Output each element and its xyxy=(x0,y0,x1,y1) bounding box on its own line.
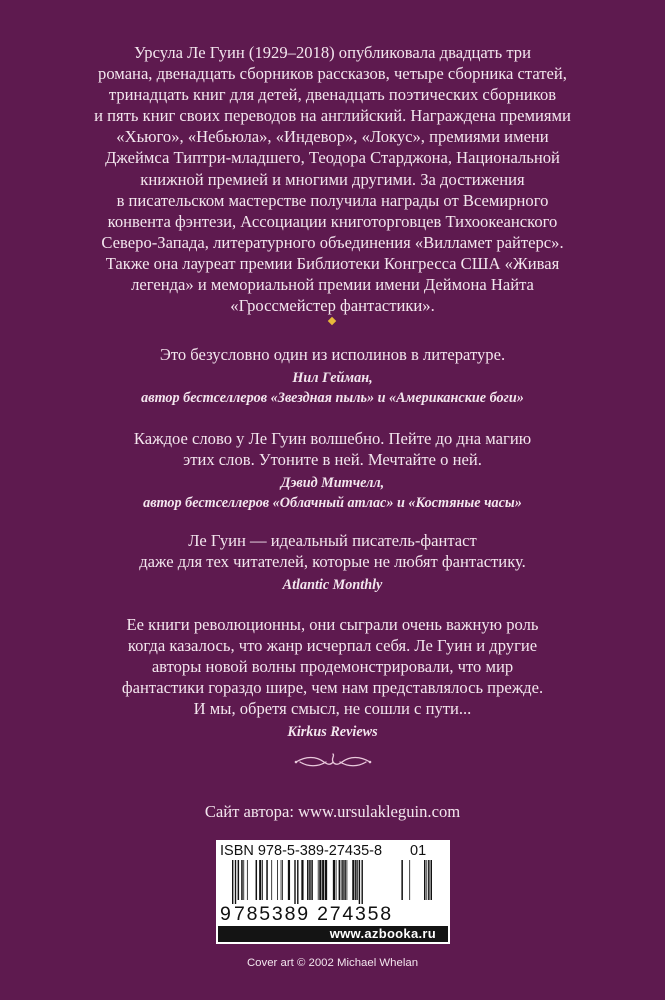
author-bio xyxy=(80,42,585,316)
quote-line: Ее книги революционны, они сыграли очень важную роль xyxy=(126,615,539,634)
bio-line: Северо-Запада, литературного объединения «Вилламет райтерс». xyxy=(101,232,564,252)
quote-gaiman xyxy=(60,344,605,408)
bio-line: конвента фэнтези, Ассоциации книготорговцев Тихоокеанского xyxy=(107,211,558,231)
barcode-bar xyxy=(271,860,272,900)
flourish-ornament-icon xyxy=(292,752,374,772)
quote-author xyxy=(60,368,605,408)
barcode-digit-groups: 785389 274358 xyxy=(234,903,393,925)
barcode-bar xyxy=(428,860,430,900)
bio-line: и пять книг своих переводов на английский. Награждена премиями xyxy=(94,106,571,126)
bio-line: тринадцать книг для детей, двенадцать поэтических сборников xyxy=(108,85,557,105)
quote-line: Это безусловно один из исполинов в литературе. xyxy=(159,345,506,364)
quote-atlantic xyxy=(60,530,605,595)
isbn-label: ISBN 978-5-389-27435-8 xyxy=(220,843,383,859)
isbn-addon: 01 xyxy=(410,843,427,859)
barcode-bar xyxy=(426,860,427,900)
quote-author-line: Atlantic Monthly xyxy=(282,577,383,593)
barcode-bar xyxy=(309,860,311,900)
barcode xyxy=(216,840,450,944)
barcode-digits xyxy=(216,903,450,925)
barcode-bar xyxy=(325,860,327,900)
barcode-bar xyxy=(282,860,283,900)
quote-mitchell xyxy=(60,428,605,513)
publisher-url-text: www.azbooka.ru xyxy=(329,926,436,941)
quote-author xyxy=(60,722,605,742)
bio-line: в писательском мастерстве получила награды от Всемирного xyxy=(116,190,549,210)
quote-line: авторы новой волны продемонстрировали, что мир xyxy=(151,657,514,676)
barcode-bar xyxy=(281,860,282,900)
barcode-bars xyxy=(218,860,448,904)
barcode-bar xyxy=(352,860,354,900)
quote-line: этих слов. Утоните в ней. Мечтайте о ней. xyxy=(183,450,482,469)
isbn-row xyxy=(216,842,450,860)
bio-line: «Гроссмейстер фантастики». xyxy=(230,296,435,316)
barcode-bar xyxy=(311,860,313,900)
quote-author-line: Дэвид Митчелл, xyxy=(280,475,385,491)
barcode-bar xyxy=(347,860,348,900)
barcode-bar xyxy=(339,860,341,900)
barcode-bar xyxy=(294,860,295,904)
barcode-bar xyxy=(342,860,344,900)
barcode-bar xyxy=(322,860,324,900)
bio-line: Также она лауреат премии Библиотеки Конгресса США «Живая xyxy=(105,253,560,273)
barcode-bar xyxy=(297,860,298,904)
barcode-bar xyxy=(247,860,248,900)
barcode-bar xyxy=(336,860,337,900)
publisher-url xyxy=(218,926,448,942)
barcode-bar xyxy=(288,860,290,900)
bio-line: Урсула Ле Гуин (1929–2018) опубликовала двадцать три xyxy=(134,43,531,62)
cover-art-credit: Cover art © 2002 Michael Whelan xyxy=(246,957,419,969)
barcode-bar xyxy=(238,860,240,900)
quote-author xyxy=(60,473,605,513)
diamond-ornament-icon xyxy=(328,317,336,325)
barcode-bar xyxy=(431,860,433,900)
barcode-bar xyxy=(355,860,357,900)
quote-line: Каждое слово у Ле Гуин волшебно. Пейте до дна магию xyxy=(133,429,532,448)
barcode-bar xyxy=(307,860,309,900)
quote-author-line: автор бестселлеров «Звездная пыль» и «Американские боги» xyxy=(141,390,524,406)
barcode-bar xyxy=(409,860,410,900)
quote-author-line: автор бестселлеров «Облачный атлас» и «Костяные часы» xyxy=(143,495,522,511)
quote-author-line: Kirkus Reviews xyxy=(287,724,378,740)
barcode-bar xyxy=(362,860,363,904)
barcode-bar xyxy=(256,860,257,900)
barcode-bar xyxy=(318,860,319,900)
author-website: Сайт автора: www.ursulakleguin.com xyxy=(204,802,461,821)
bio-line: легенда» и мемориальной премии имени Деймона Найта xyxy=(131,275,534,295)
barcode-bar xyxy=(235,860,236,904)
bio-line: книжной премией и многими другими. За достижения xyxy=(140,169,525,189)
bio-line: «Хьюго», «Небьюла», «Индевор», «Локус», премиями имени xyxy=(116,127,549,147)
barcode-first-digit: 9 xyxy=(220,903,231,925)
barcode-bar xyxy=(266,860,268,900)
barcode-bar xyxy=(262,860,263,900)
quote-author-line: Нил Гейман, xyxy=(292,370,373,386)
quote-line: фантастики гораздо шире, чем нам представлялось прежде. xyxy=(121,678,544,697)
quote-line: даже для тех читателей, которые не любят фантастику. xyxy=(139,552,526,571)
quote-author xyxy=(60,575,605,595)
barcode-bar xyxy=(232,860,233,904)
barcode-bar xyxy=(259,860,261,900)
barcode-bar xyxy=(424,860,426,900)
barcode-bar xyxy=(401,860,403,900)
quote-line: когда казалось, что жанр исчерпал себя. Ле Гуин и другие xyxy=(127,636,538,655)
barcode-bar xyxy=(243,860,244,900)
quote-line: Ле Гуин — идеальный писатель-фантаст xyxy=(188,531,477,550)
quote-kirkus xyxy=(60,614,605,742)
barcode-bar xyxy=(341,860,342,900)
quote-line: И мы, обретя смысл, не сошли с пути... xyxy=(193,699,472,718)
barcode-bar xyxy=(359,860,360,904)
barcode-bar xyxy=(357,860,358,900)
barcode-bar xyxy=(333,860,335,900)
barcode-bar xyxy=(241,860,243,900)
barcode-bar xyxy=(319,860,321,900)
bio-line: романа, двенадцать сборников рассказов, четыре сборника статей, xyxy=(98,64,567,84)
barcode-bar xyxy=(301,860,303,900)
barcode-bar xyxy=(344,860,346,900)
barcode-bar xyxy=(277,860,278,900)
bio-line: Джеймса Типтри-младшего, Теодора Старджона, Национальной xyxy=(105,148,560,168)
